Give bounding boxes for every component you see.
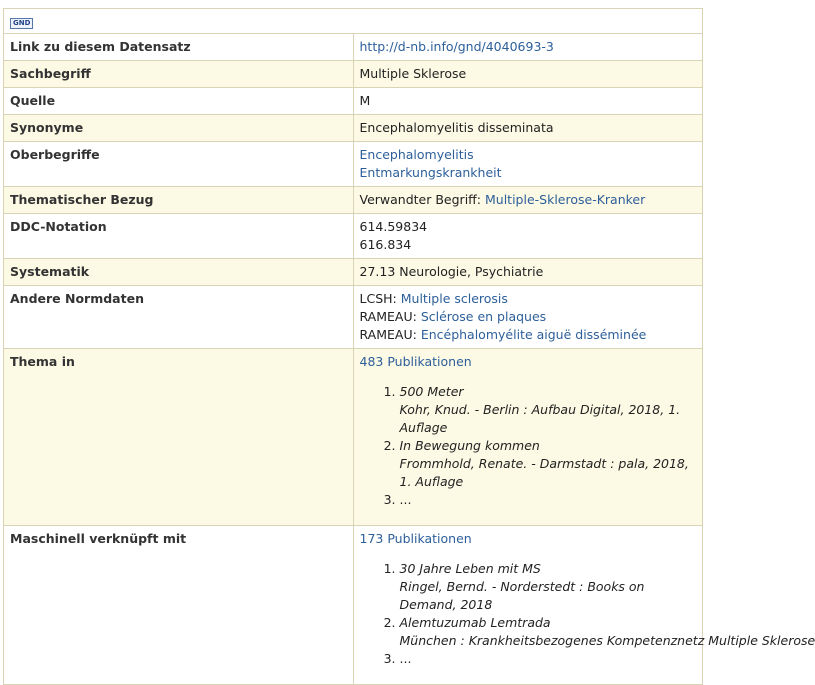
record-link[interactable]: http://d-nb.info/gnd/4040693-3 xyxy=(359,39,554,54)
broader-term-link[interactable]: Encephalomyelitis xyxy=(359,147,474,162)
authority-link[interactable]: Multiple sclerosis xyxy=(400,291,508,306)
row-value: Multiple Sklerose xyxy=(353,61,703,88)
authority-link[interactable]: Sclérose en plaques xyxy=(420,309,547,324)
publication-meta: Kohr, Knud. - Berlin : Aufbau Digital, 2018, 1. Auflage xyxy=(399,402,681,435)
broader-term-link[interactable]: Entmarkungskrankheit xyxy=(359,165,502,180)
authority-prefix: LCSH: xyxy=(359,291,397,306)
row-label: Oberbegriffe xyxy=(4,142,354,187)
row-label: Link zu diesem Datensatz xyxy=(4,34,354,61)
row-link xyxy=(4,34,703,61)
publication-meta: Ringel, Bernd. - Norderstedt : Books on Demand, 2018 xyxy=(399,579,645,612)
related-term-link[interactable]: Multiple-Sklerose-Kranker xyxy=(484,192,646,207)
row-value xyxy=(353,214,703,259)
row-oberbegriffe xyxy=(4,142,703,187)
ddc-value: 616.834 xyxy=(359,237,412,252)
row-label: Sachbegriff xyxy=(4,61,354,88)
row-label: Systematik xyxy=(4,259,354,286)
publication-title: 2. In Bewegung kommen xyxy=(399,438,540,453)
row-label: Thematischer Bezug xyxy=(4,187,354,214)
list-item-more: 3. ... xyxy=(400,491,697,509)
publication-meta: München : Krankheitsbezogenes Kompetenznetz Multiple Sklerose xyxy=(399,633,815,648)
row-value: Encephalomyelitis disseminata xyxy=(353,115,703,142)
ddc-value: 614.59834 xyxy=(359,219,428,234)
gnd-logo-icon: GND xyxy=(10,18,33,29)
row-systematik xyxy=(4,259,703,286)
row-label: Synonyme xyxy=(4,115,354,142)
row-label: Andere Normdaten xyxy=(4,286,354,349)
publication-meta: Frommhold, Renate. - Darmstadt : pala, 2018, 1. Auflage xyxy=(399,456,689,489)
row-sachbegriff xyxy=(4,61,703,88)
authority-record-table xyxy=(3,8,815,685)
row-quelle xyxy=(4,88,703,115)
row-label: Thema in xyxy=(4,349,354,526)
row-value: 27.13 Neurologie, Psychiatrie xyxy=(353,259,703,286)
publications-count-link[interactable]: 173 Publikationen xyxy=(359,531,472,546)
authority-prefix: RAMEAU: xyxy=(359,327,417,342)
row-value xyxy=(353,286,703,349)
row-label: DDC-Notation xyxy=(4,214,354,259)
list-item[interactable] xyxy=(400,437,697,491)
row-andere-normdaten xyxy=(4,286,703,349)
row-label: Quelle xyxy=(4,88,354,115)
row-thema-in xyxy=(4,349,703,526)
publication-title: 1. 30 Jahre Leben mit MS xyxy=(399,561,541,576)
row-ddc xyxy=(4,214,703,259)
row-value xyxy=(353,34,703,61)
header-row xyxy=(4,9,703,34)
row-synonyme xyxy=(4,115,703,142)
row-value xyxy=(353,142,703,187)
publication-list xyxy=(360,383,697,509)
header-cell xyxy=(4,9,703,34)
publication-title: 1. 500 Meter xyxy=(399,384,464,399)
publication-title: 2. Alemtuzumab Lemtrada xyxy=(399,615,551,630)
row-value xyxy=(353,187,703,214)
authority-prefix: RAMEAU: xyxy=(359,309,417,324)
row-label: Maschinell verknüpft mit xyxy=(4,526,354,685)
row-thematischer-bezug xyxy=(4,187,703,214)
row-value: M xyxy=(353,88,703,115)
list-item[interactable] xyxy=(400,383,697,437)
authority-link[interactable]: Encéphalomyélite aiguë disséminée xyxy=(420,327,647,342)
list-item[interactable] xyxy=(400,560,697,614)
list-item-more: 3. ... xyxy=(400,650,697,668)
publication-list xyxy=(360,560,815,668)
list-item[interactable] xyxy=(399,614,815,650)
row-value xyxy=(353,349,703,526)
relation-prefix: Verwandter Begriff: xyxy=(359,192,481,207)
publications-count-link[interactable]: 483 Publikationen xyxy=(359,354,472,369)
row-maschinell-verknuepft xyxy=(4,526,703,685)
row-value xyxy=(353,526,815,685)
